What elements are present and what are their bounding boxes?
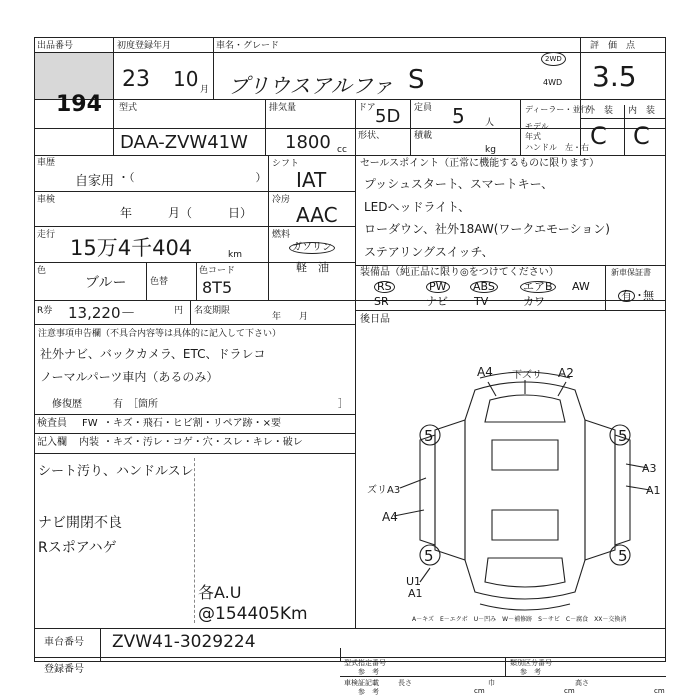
disp-unit: cc [337,145,347,155]
history-label: 車歴 [37,158,56,168]
ac-label: 冷房 [272,195,291,205]
inspection-text: 年 月（ 日） [120,206,253,220]
score-value: 3.5 [592,60,637,93]
ext-grade: C [590,122,607,150]
equip-rs: RS [374,281,395,293]
chassis-value: ZVW41-3029224 [112,632,256,652]
diag-a2: A2 [558,366,574,380]
ac-value: AAC [296,203,338,227]
equip-abs: ABS [470,281,498,293]
fuel-label: 燃料 [272,230,291,240]
reg-label: 初度登録年月 [117,41,172,51]
cap-label: 定員 [414,103,433,113]
ext-label: 外 装 [586,106,614,116]
diag-zuri-a3: ズリA3 [367,485,401,496]
handle-label: ハンドル 左・右 [525,143,589,152]
class-ref: 参 考 [520,668,541,676]
lot-label: 出品番号 [37,41,74,51]
length-label: 長さ [398,679,412,687]
model-cert-ref: 参 考 [358,668,379,676]
notes-label: 注意事項申告欄（不具合内容等は具体的に記入して下さい） [38,329,282,339]
inspector-label-1: 検査員 [37,418,67,429]
height-cm: cm [654,687,665,695]
diag-5-fl: 5 [424,427,434,445]
inspector-naiso: 内装 [79,437,99,448]
reg-number-label: 登録番号 [44,664,84,675]
remark-2: ナビ開閉不良 [38,515,122,531]
cap-value: 5 [452,104,465,128]
recycle-unit: 円 [174,306,184,316]
score-label: 評 価 点 [590,41,636,51]
type-value: DAA-ZVW41W [120,132,248,153]
type-label: 型式 [119,103,138,113]
recycle-value: 13,220－ [68,304,136,322]
selling-line-3: ローダウン、社外18AW(ワークエモーション) [364,222,610,236]
inspector-row-1: ・キズ・飛石・ヒビ割・リペア跡・×要 [103,418,281,429]
model-name: プリウスアルファ [228,74,394,98]
name-change-label: 名変期限 [194,306,231,316]
height-label: 高さ [575,679,589,687]
new-car-label: 新車保証書 [611,268,651,277]
remark-5: @154405Km [198,604,308,624]
chassis-label: 車台番号 [44,637,84,648]
mileage-unit: km [228,250,242,260]
cap-unit: 人 [485,118,495,128]
selling-line-1: プッシュスタート、スマートキー、 [364,177,554,191]
model-label: 車名・グレード [216,41,280,51]
equip-leather: カワ [523,295,545,308]
color-label: 色 [37,266,47,276]
door-label: ドア [358,103,376,113]
inspector-label-2: 記入欄 [37,437,67,448]
remark-3: Rスポアハゲ [38,540,117,556]
car-damage-diagram [380,360,670,620]
reg-month: 10 [173,67,199,91]
warranty-no: 無 [643,289,654,302]
month-unit: 月 [200,85,210,95]
mileage-label: 走行 [37,230,56,240]
length-cm: cm [474,687,485,695]
disp-value: 1800 [285,132,331,153]
class-label: 類別区分番号 [510,659,552,667]
drive-2wd: 2WD [541,52,566,66]
int-label: 内 装 [628,106,656,116]
diag-u1: U1 [406,575,422,588]
equip-navi: ナビ [426,295,448,308]
notes-line-2: ノーマルパーツ車内（あるのみ） [40,370,219,384]
shape-label: 形状、 [358,131,386,141]
diag-a4-left: A4 [382,510,398,524]
recycle-label: R券 [37,306,53,316]
fuel-gasoline: ガソリン [289,242,335,254]
equip-airbag: エアB [520,281,556,293]
door-value: 5D [375,106,401,127]
diag-5-fr: 5 [618,427,628,445]
diag-a1-right: A1 [646,484,661,497]
model-year-label: モデル 年式 [525,122,549,141]
width-cm: cm [564,687,575,695]
inspector-row-2: ・キズ・汚レ・コゲ・穴・スレ・キレ・破レ [103,437,303,448]
cert-ref: 参 考 [358,688,379,696]
grade: S [408,65,425,95]
diag-a1-bottom: A1 [408,587,423,600]
rear-label: 後日品 [360,314,390,325]
color-change-label: 色替 [150,277,169,287]
inspection-label: 車検 [37,195,56,205]
lot-number: 194 [56,92,102,117]
warranty-yes: 有 [618,290,635,302]
reg-year: 23 [122,67,150,92]
load-unit: kg [485,145,496,155]
equipment-label: 装備品（純正品に限り◎をつけてください） [360,267,559,278]
remark-4: 各A.U [198,583,242,602]
shift-label: シフト [272,159,300,169]
int-grade: C [633,122,650,150]
history-value: 自家用 [75,174,115,189]
repair-label: 修復歴 [52,399,82,410]
equip-aw: AW [572,280,590,293]
drive-4wd: 4WD [543,78,563,87]
color-code-label: 色コード [199,266,236,276]
diag-a4-top: A4 [477,365,493,379]
shift-value: IAT [296,168,327,192]
dealer-label: ディーラー・並行 [525,105,589,114]
cert-label: 車検証記載 [344,679,379,687]
repair-close: ］ [338,399,348,410]
selling-line-4: ステアリングスイッチ、 [364,245,494,259]
color-code-value: 8T5 [202,278,233,297]
warranty-dot: ・ [634,289,645,302]
load-label: 積載 [414,131,433,141]
equip-tv: TV [474,295,489,308]
diag-5-rl: 5 [424,547,434,565]
history-tail: ・（ ） [118,171,267,184]
mileage-value: 15万4千404 [70,236,193,260]
diag-a3-right: A3 [642,462,657,475]
fuel-diesel: 軽 油 [296,261,329,274]
model-cert-label: 型式指定番号 [344,659,386,667]
disp-label: 排気量 [269,103,297,113]
equip-pw: PW [426,281,450,293]
repair-value: 有 ［箇所 [113,399,158,410]
notes-line-1: 社外ナビ、バックカメラ、ETC、ドラレコ [40,347,266,361]
selling-label: セールスポイント（正常に機能するものに限ります） [360,158,600,169]
diag-shita-zuri: 下ズリ [512,370,542,381]
diag-5-rr: 5 [618,547,628,565]
width-label: 巾 [488,679,495,687]
remark-1: シート汚り、ハンドルスレ [38,464,194,479]
inspector-fw: FW [82,418,98,429]
diagram-legend: A－キズ E－エクボ U－凹み W－補修跡 S－サビ C－腐食 XX－交換済 [412,616,627,623]
color-value: ブルー [85,275,127,291]
selling-line-2: LEDヘッドライト、 [364,200,471,214]
name-change-text: 年 月 [272,312,309,322]
equip-sr: SR [374,295,389,308]
